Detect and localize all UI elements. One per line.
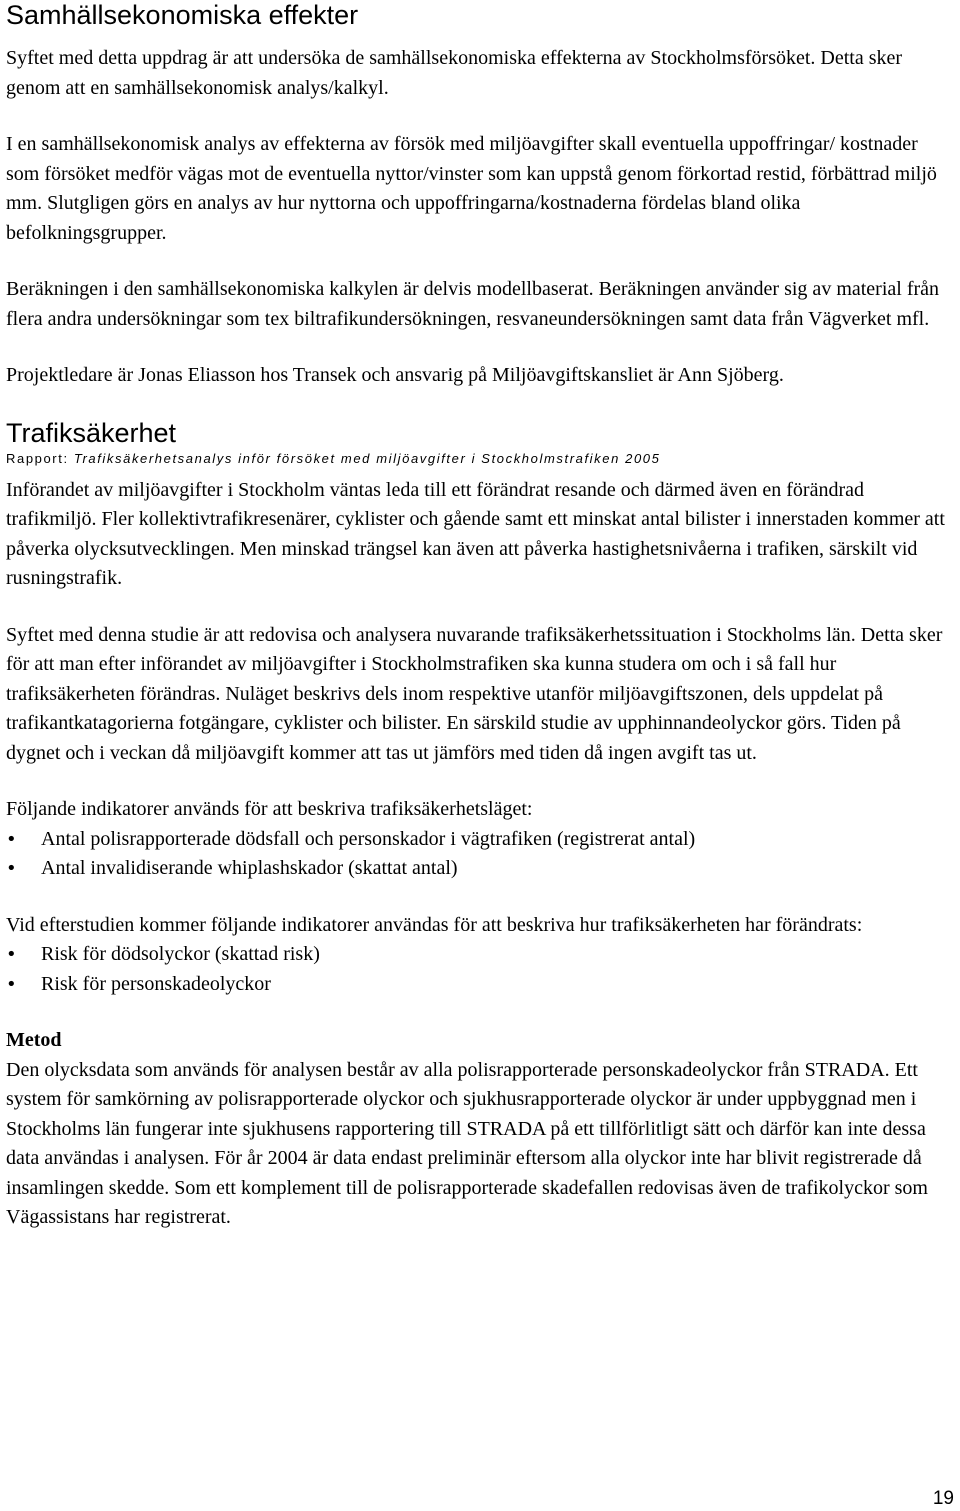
paragraph: Syftet med denna studie är att redovisa och analysera nuvarande trafiksäkerhetssituation i Stockholms län. Detta sker för att man efter införandet av miljöavgifter i Stockholmstrafiken ska kunna studera om och i så fall hur trafiksäkerheten förändras. Nuläget beskrivs dels inom respektive utanför miljöavgiftszonen, dels uppdelat på trafikantkatagorierna fotgängare, cyklister och bilister. En särskild studie av upphinnandeolyckor görs. Tiden på dygnet och i veckan då miljöavgift kommer att tas ut jämförs med tiden då ingen avgift tas ut. (6, 623, 943, 764)
list-item: • Risk för dödsolyckor (skattad risk) (6, 940, 956, 970)
after-indicators-list (6, 940, 956, 999)
paragraph: I en samhällsekonomisk analys av effekterna av försök med miljöavgifter skall eventuella uppoffringar/ kostnader som försöket medför vägas mot de eventuella nyttor/vinster som kan uppstå genom förkortad restid, förbättrad miljö mm. Slutgligen görs en analys av hur nyttorna och uppoffringarna/kostnaderna fördelas bland olika befolkningsgrupper. (6, 133, 937, 244)
section-heading-trafiksakerhet: Trafiksäkerhet (6, 417, 177, 448)
list-item: • Antal invalidiserande whiplashskador (skattat antal) (6, 854, 956, 884)
report-title: Trafiksäkerhetsanalys inför försöket med miljöavgifter i Stockholmstrafiken 2005 (68, 450, 661, 466)
indicators-intro: Följande indikatorer används för att beskriva trafiksäkerhetsläget: (6, 798, 533, 820)
paragraph: Projektledare är Jonas Eliasson hos Transek och ansvarig på Miljöavgiftskansliet är Ann Sjöberg. (6, 364, 784, 386)
paragraph: Syftet med detta uppdrag är att undersöka de samhällsekonomiska effekterna av Stockholmsförsöket. Detta sker genom att en samhällsekonomisk analys/kalkyl. (6, 47, 903, 99)
document-page (6, 0, 956, 1233)
report-label: Rapport: (6, 450, 69, 466)
list-item: • Risk för personskadeolyckor (6, 970, 956, 1000)
list-item: • Antal polisrapporterade dödsfall och personskador i vägtrafiken (registrerat antal) (6, 825, 956, 855)
paragraph: Beräkningen i den samhällsekonomiska kalkylen är delvis modellbaserat. Beräkningen använder sig av material från flera andra undersökningar som tex biltrafikundersökningen, resvaneundersökningen samt data från Vägverket mfl. (6, 278, 940, 330)
indicators-list (6, 825, 956, 884)
method-heading: Metod (6, 1029, 62, 1051)
after-study-intro: Vid efterstudien kommer följande indikatorer användas för att beskriva hur trafiksäkerheten har förändrats: (6, 913, 863, 936)
page-number: 19 (932, 1488, 954, 1509)
section-heading-samhallsekonomiska: Samhällsekonomiska effekter (6, 0, 359, 30)
method-paragraph: Den olycksdata som används för analysen består av alla polisrapporterade personskadeolyckor från STRADA. Ett system för samkörning av polisrapporterade olyckor och sjukhusrapporterade olyckor är under uppbyggnad men i Stockholms län fungerar inte sjukhusens rapportering till STRADA på ett tillförlitligt sätt och därför kan inte dessa data användas i analysen. För år 2004 är data endast preliminär eftersom alla olyckor inte har blivit registrerade då insamlingen skedde. Som ett komplement till de polisrapporterade skadefallen redovisas även de trafikolyckor som Vägassistans har registrerat. (6, 1058, 928, 1228)
paragraph: Införandet av miljöavgifter i Stockholm väntas leda till ett förändrat resande och därmed även en förändrad trafikmiljö. Fler kollektivtrafikresenärer, cyklister och gående samt ett minskat antal bilister i innerstaden kommer att påverka olycksutvecklingen. Men minskad trängsel kan även att påverka hastighetsnivåerna i trafiken, särskilt vid rusningstrafik. (6, 478, 945, 589)
report-reference (6, 448, 956, 470)
